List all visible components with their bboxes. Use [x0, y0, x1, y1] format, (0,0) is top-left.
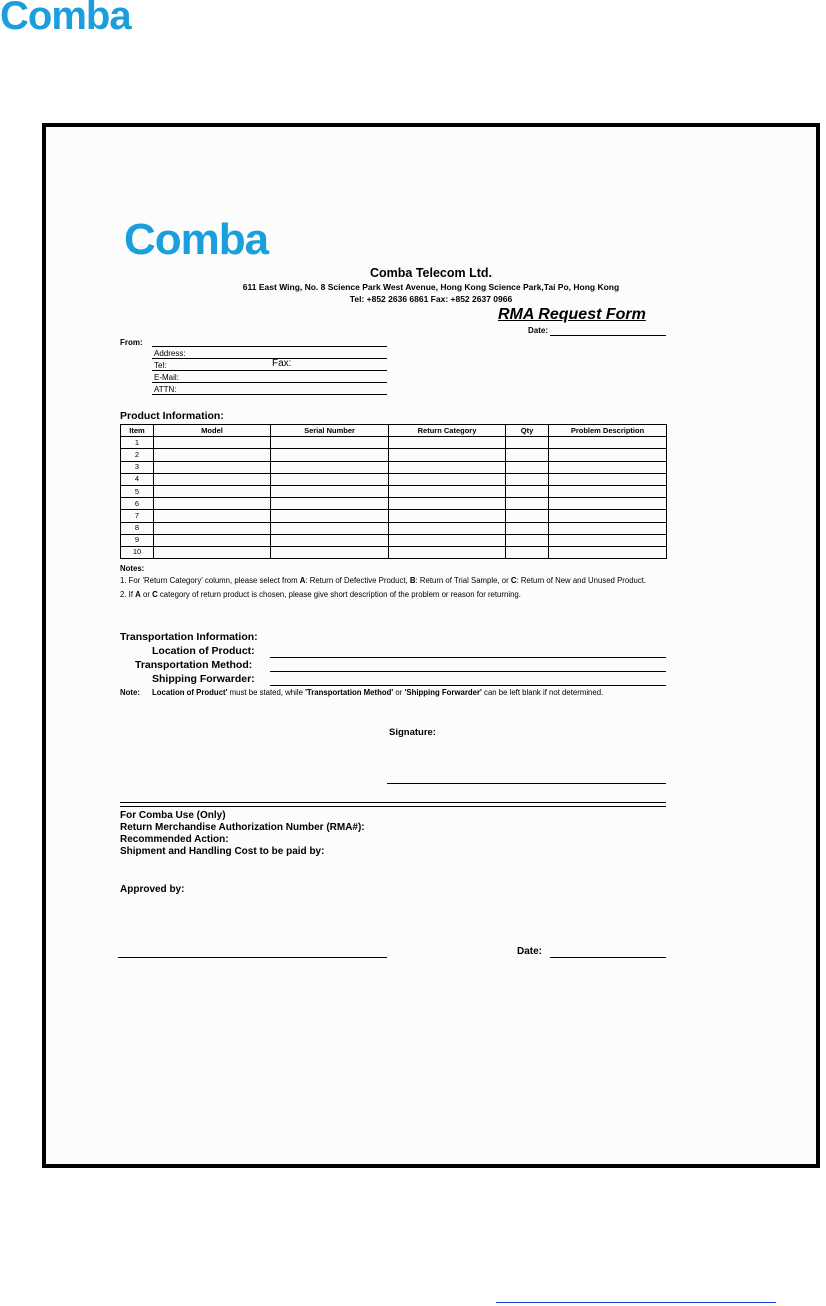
note-code: A — [135, 590, 141, 599]
table-cell[interactable] — [549, 498, 667, 510]
table-cell[interactable] — [506, 461, 549, 473]
company-name: Comba Telecom Ltd. — [369, 266, 492, 280]
table-row — [121, 449, 667, 461]
table-cell[interactable] — [389, 522, 506, 534]
item-number: 2 — [121, 449, 154, 461]
address-label: Address: — [154, 349, 186, 358]
from-line — [152, 346, 387, 347]
forwarder-label: Shipping Forwarder: — [152, 673, 255, 685]
notes-title: Notes: — [120, 564, 145, 573]
note-code: C — [152, 590, 158, 599]
header-logo: Comba — [0, 0, 131, 38]
notes — [120, 563, 666, 601]
item-number: 6 — [121, 498, 154, 510]
approved-by-line[interactable] — [118, 957, 387, 958]
table-cell[interactable] — [154, 485, 271, 497]
table-row — [121, 473, 667, 485]
note-text: 'Shipping Forwarder' — [404, 688, 482, 697]
from-label: From: — [120, 338, 143, 347]
company-address: 611 East Wing, No. 8 Science Park West Avenue, Hong Kong Science Park,Tai Po, Hong Kong — [242, 282, 620, 292]
table-cell[interactable] — [506, 522, 549, 534]
table-row — [121, 546, 667, 558]
separator-line — [120, 802, 666, 803]
note-1 — [120, 575, 666, 587]
note-text: : Return of New and Unused Product. — [516, 575, 647, 585]
approved-by-label: Approved by: — [120, 884, 185, 895]
table-cell[interactable] — [506, 546, 549, 558]
table-header: Serial Number — [271, 425, 389, 437]
comba-use-block — [120, 810, 365, 858]
table-cell[interactable] — [549, 546, 667, 558]
table-cell[interactable] — [549, 461, 667, 473]
product-table — [120, 424, 667, 559]
table-cell[interactable] — [389, 510, 506, 522]
table-cell[interactable] — [389, 485, 506, 497]
note-text: or — [140, 590, 153, 599]
table-cell[interactable] — [389, 498, 506, 510]
table-cell[interactable] — [389, 534, 506, 546]
attn-label: ATTN: — [154, 385, 177, 394]
table-cell[interactable] — [271, 534, 389, 546]
table-cell[interactable] — [506, 498, 549, 510]
date-label: Date: — [528, 326, 549, 335]
transport-method-line[interactable] — [270, 671, 666, 672]
table-cell[interactable] — [549, 449, 667, 461]
table-cell[interactable] — [271, 449, 389, 461]
note-text: category of return product is chosen, please give short description of the problem or reason for returning. — [157, 590, 521, 599]
table-cell[interactable] — [549, 485, 667, 497]
table-cell[interactable] — [549, 522, 667, 534]
forwarder-line[interactable] — [270, 685, 666, 686]
table-cell[interactable] — [506, 473, 549, 485]
note-2 — [120, 589, 666, 601]
item-number: 1 — [121, 437, 154, 449]
bottom-date-line[interactable] — [550, 957, 666, 958]
note-text: Location of Product' — [152, 688, 228, 697]
note-text: or — [393, 688, 405, 697]
table-cell[interactable] — [389, 473, 506, 485]
table-cell[interactable] — [271, 437, 389, 449]
item-number: 4 — [121, 473, 154, 485]
note-text: : Return of Defective Product, — [305, 575, 410, 585]
table-cell[interactable] — [506, 449, 549, 461]
location-label: Location of Product: — [152, 645, 255, 657]
table-cell[interactable] — [271, 485, 389, 497]
note-text: 1. For 'Return Category' column, please select from — [120, 575, 300, 585]
table-header-row — [121, 425, 667, 437]
table-cell[interactable] — [271, 461, 389, 473]
footer-link[interactable] — [496, 1294, 776, 1303]
note-code: B — [409, 575, 416, 585]
attn-line[interactable] — [152, 394, 387, 395]
table-cell[interactable] — [154, 522, 271, 534]
table-cell[interactable] — [506, 485, 549, 497]
table-cell[interactable] — [154, 534, 271, 546]
date-line[interactable] — [550, 335, 666, 336]
form-title: RMA Request Form — [498, 306, 646, 323]
email-label: E-Mail: — [154, 373, 179, 382]
note-code: C — [510, 575, 517, 585]
separator-line — [120, 806, 666, 807]
table-cell[interactable] — [549, 437, 667, 449]
table-cell[interactable] — [389, 546, 506, 558]
rma-form-frame — [42, 123, 820, 1168]
note-text: 2. If — [120, 590, 136, 599]
note-text: 'Transportation Method' — [305, 688, 394, 697]
item-number: 10 — [121, 546, 154, 558]
transport-title: Transportation Information: — [120, 631, 258, 643]
item-number: 9 — [121, 534, 154, 546]
note-text: can be left blank if not determined. — [481, 688, 604, 697]
table-row — [121, 485, 667, 497]
table-cell[interactable] — [154, 461, 271, 473]
table-cell[interactable] — [389, 449, 506, 461]
table-cell[interactable] — [549, 473, 667, 485]
location-line[interactable] — [270, 657, 666, 658]
comba-use-title: For Comba Use (Only) — [120, 810, 226, 821]
tel-label: Tel: — [154, 361, 167, 370]
item-number: 8 — [121, 522, 154, 534]
address-line[interactable] — [152, 358, 387, 359]
signature-label: Signature: — [389, 727, 436, 738]
table-row — [121, 437, 667, 449]
product-info-title: Product Information: — [120, 410, 224, 422]
table-cell[interactable] — [154, 546, 271, 558]
table-cell[interactable] — [389, 461, 506, 473]
fax-label: Fax: — [272, 358, 292, 369]
table-cell[interactable] — [271, 498, 389, 510]
transport-note — [120, 687, 666, 699]
signature-line[interactable] — [387, 783, 666, 784]
table-header: Model — [154, 425, 271, 437]
table-cell[interactable] — [549, 510, 667, 522]
company-contact: Tel: +852 2636 6861 Fax: +852 2637 0966 — [349, 294, 513, 304]
recommended-action-label: Recommended Action: — [120, 834, 229, 845]
table-cell[interactable] — [154, 449, 271, 461]
table-header: Qty — [506, 425, 549, 437]
table-header: Item — [121, 425, 154, 437]
table-cell[interactable] — [389, 437, 506, 449]
shipment-cost-label: Shipment and Handling Cost to be paid by: — [120, 846, 325, 857]
table-cell[interactable] — [549, 534, 667, 546]
tel-line[interactable] — [152, 370, 387, 371]
note-text: : Return of Trial Sample, or — [415, 575, 511, 585]
table-cell[interactable] — [154, 437, 271, 449]
form-logo: Comba — [124, 215, 269, 264]
table-row — [121, 510, 667, 522]
table-cell[interactable] — [271, 522, 389, 534]
item-number: 7 — [121, 510, 154, 522]
transport-note-label: Note: — [120, 688, 140, 697]
table-cell[interactable] — [506, 534, 549, 546]
table-cell[interactable] — [506, 437, 549, 449]
rma-number-label: Return Merchandise Authorization Number (RMA#): — [120, 822, 365, 833]
table-cell[interactable] — [271, 546, 389, 558]
item-number: 5 — [121, 485, 154, 497]
email-line[interactable] — [152, 382, 387, 383]
table-row — [121, 534, 667, 546]
transport-method-label: Transportation Method: — [135, 659, 253, 671]
table-row — [121, 498, 667, 510]
table-cell[interactable] — [506, 510, 549, 522]
table-row — [121, 522, 667, 534]
table-cell[interactable] — [271, 473, 389, 485]
bottom-date-label: Date: — [517, 946, 543, 957]
note-text: must be stated, while — [227, 688, 306, 697]
table-cell[interactable] — [271, 510, 389, 522]
table-cell[interactable] — [154, 473, 271, 485]
table-row — [121, 461, 667, 473]
table-header: Problem Description — [549, 425, 667, 437]
item-number: 3 — [121, 461, 154, 473]
table-cell[interactable] — [154, 498, 271, 510]
table-cell[interactable] — [154, 510, 271, 522]
note-code: A — [299, 575, 306, 585]
table-header: Return Category — [389, 425, 506, 437]
